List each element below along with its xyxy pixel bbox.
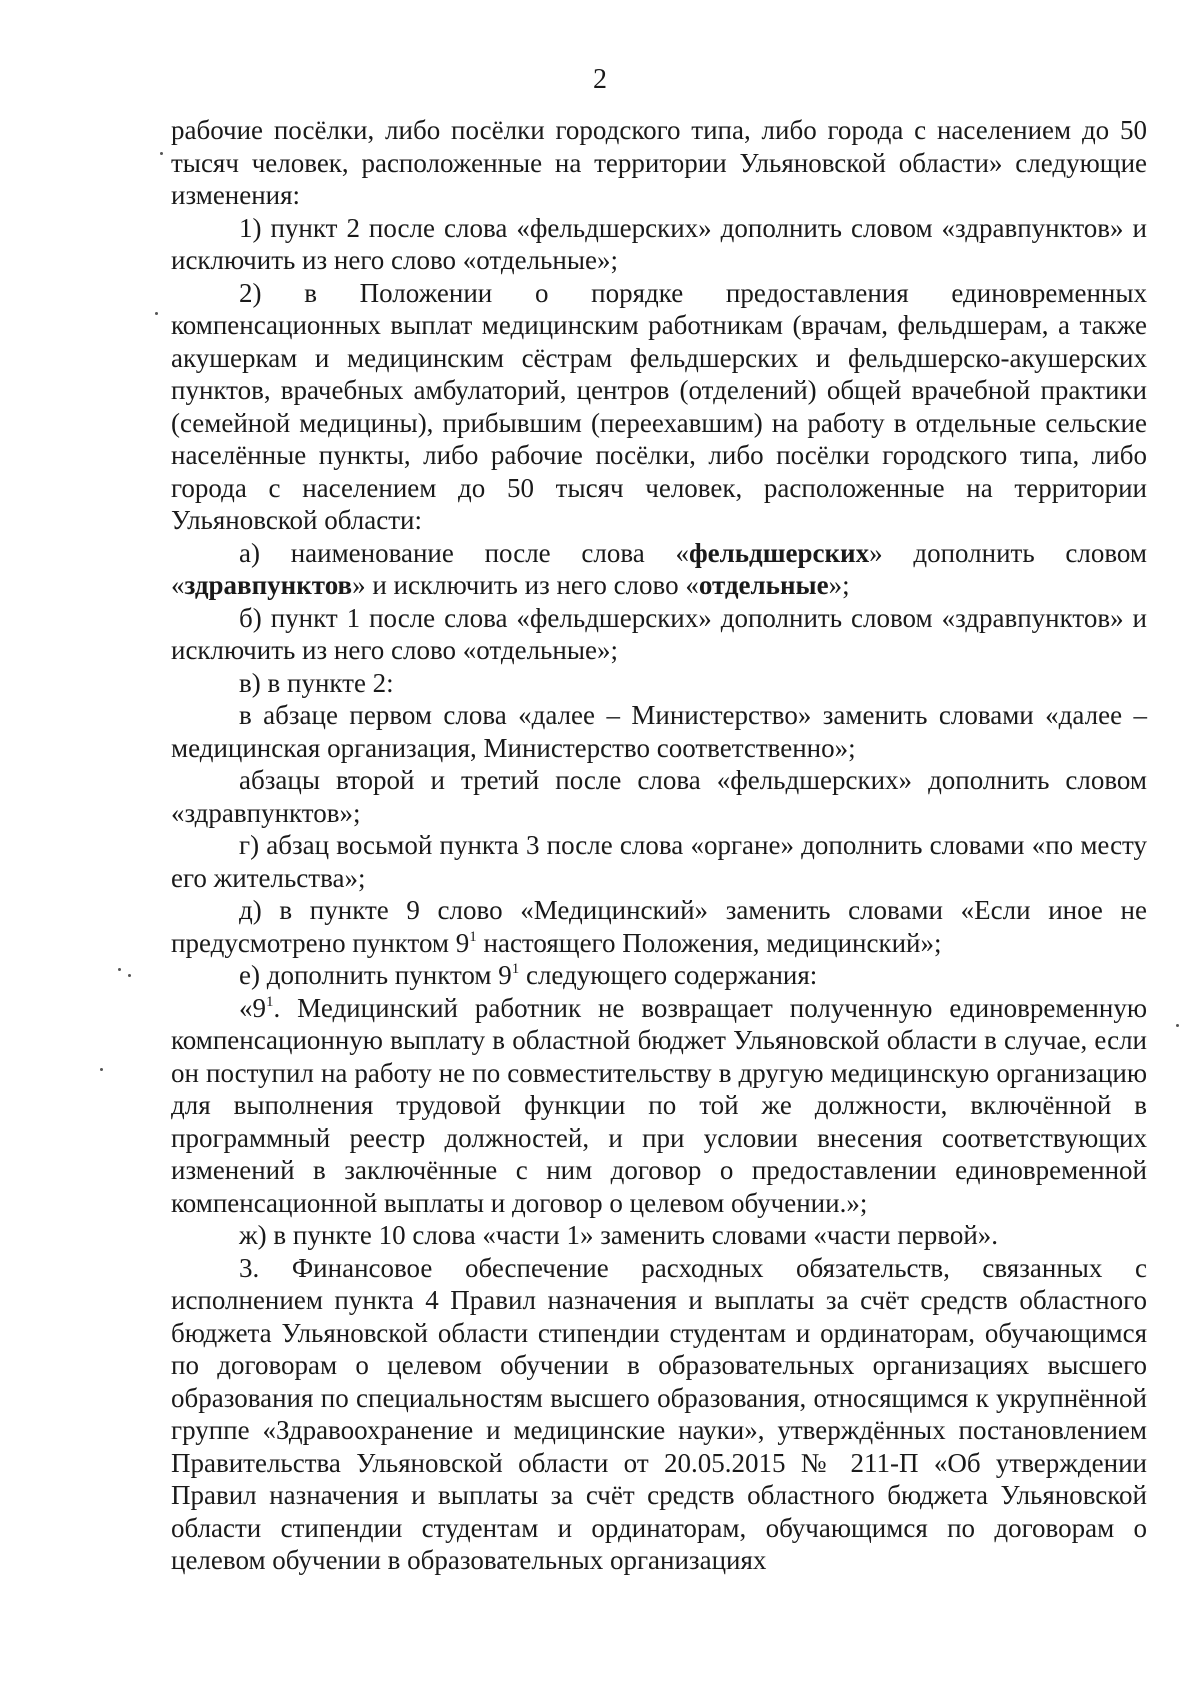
paragraph-quoted-item-9-1	[171, 992, 1147, 1220]
paragraph-subitem-b: б) пункт 1 после слова «фельдшерских» дополнить словом «здравпунктов» и исключить из него слово «отдельные»;	[171, 602, 1147, 665]
text-run: . Медицинский работник не возвращает полученную единовременную компенсационную выплату в областной бюджет Ульяновской области в случае, если он поступил на работу не по совместительству в другую медицинскую организацию для выполнения трудовой функции по той же должности, включённой в программный реестр должностей, и при условии внесения соответствующих изменений в заключённые с ним договор о предоставлении единовременной компенсационной выплаты и договор о целевом обучении.»;	[171, 992, 1147, 1218]
bold-word: отдельные	[698, 570, 829, 600]
bold-word: здравпунктов	[184, 570, 353, 600]
scan-speck	[118, 968, 121, 971]
paragraph-item-3: 3. Финансовое обеспечение расходных обязательств, связанных с исполнением пункта 4 Правил назначения и выплаты за счёт средств областного бюджета Ульяновской области стипендии студентам и ординаторам, обучающимся по договорам о целевом обучении в образовательных организациях высшего образования по специальностям высшего образования, относящимся к укрупнённой группе «Здравоохранение и медицинские науки», утверждённых постановлением Правительства Ульяновской области от 20.05.2015 № 211-П «Об утверждении Правил назначения и выплаты за счёт средств областного бюджета Ульяновской области стипендии студентам и ординаторам, обучающимся по договорам о целевом обучении в образовательных организациях	[171, 1252, 1147, 1575]
text-run: »;	[828, 570, 850, 600]
superscript: 1	[469, 928, 477, 945]
text-run: » и исключить из него слово «	[352, 570, 699, 600]
text-run: д) в пункте 9 слово «Медицинский» заменить словами «Если иное не предусмотрено пунктом 9	[171, 895, 1147, 958]
text-run: настоящего Положения, медицинский»;	[476, 927, 942, 958]
scan-speck	[1176, 1024, 1179, 1027]
paragraph-subitem-e	[171, 959, 1147, 992]
text-run: следующего содержания:	[519, 960, 818, 990]
scan-speck	[128, 974, 131, 977]
paragraph-subitem-v-1: в абзаце первом слова «далее – Министерство» заменить словами «далее – медицинская организация, Министерство соответственно»;	[171, 700, 1147, 763]
paragraph-intro-continuation: рабочие посёлки, либо посёлки городского типа, либо города с населением до 50 тысяч человек, расположенные на территории Ульяновской области» следующие изменения:	[171, 115, 1147, 210]
scan-speck	[100, 1068, 103, 1071]
paragraph-subitem-zh: ж) в пункте 10 слова «части 1» заменить словами «части первой».	[239, 1220, 999, 1250]
page-number: 2	[593, 64, 607, 95]
bold-word: фельдшерских	[688, 537, 870, 568]
superscript: 1	[266, 993, 274, 1010]
text-run: » дополнить словом «	[171, 537, 1147, 600]
scan-speck	[160, 152, 163, 155]
paragraph-subitem-v-2: абзацы второй и третий после слова «фельдшерских» дополнить словом «здравпунктов»;	[171, 765, 1147, 828]
document-body	[171, 114, 1147, 1577]
paragraph-item-2: 2) в Положении о порядке предоставления единовременных компенсационных выплат медицинским работникам (врачам, фельдшерам, а также акушеркам и медицинским сёстрам фельдшерских и фельдшерско-акушерских пунктов, врачебных амбулаторий, центров (отделений) общей врачебной практики (семейной медицины), прибывшим (переехавшим) на работу в отдельные сельские населённые пункты, либо рабочие посёлки, либо посёлки городского типа, либо города с населением до 50 тысяч человек, расположенные на территории Ульяновской области:	[171, 277, 1147, 535]
text-run: а) наименование после слова «	[239, 537, 689, 568]
text-run: е) дополнить пунктом 9	[239, 960, 512, 990]
text-run: «9	[239, 992, 266, 1023]
superscript: 1	[511, 961, 520, 977]
paragraph-subitem-d	[171, 894, 1147, 959]
scan-speck	[155, 312, 158, 315]
paragraph-subitem-g: г) абзац восьмой пункта 3 после слова «органе» дополнить словами «по месту его жительства»;	[171, 830, 1147, 893]
paragraph-item-1: 1) пункт 2 после слова «фельдшерских» дополнить словом «здравпунктов» и исключить из него слово «отдельные»;	[171, 212, 1147, 275]
paragraph-subitem-v: в) в пункте 2:	[239, 667, 394, 698]
paragraph-subitem-a	[171, 537, 1147, 602]
